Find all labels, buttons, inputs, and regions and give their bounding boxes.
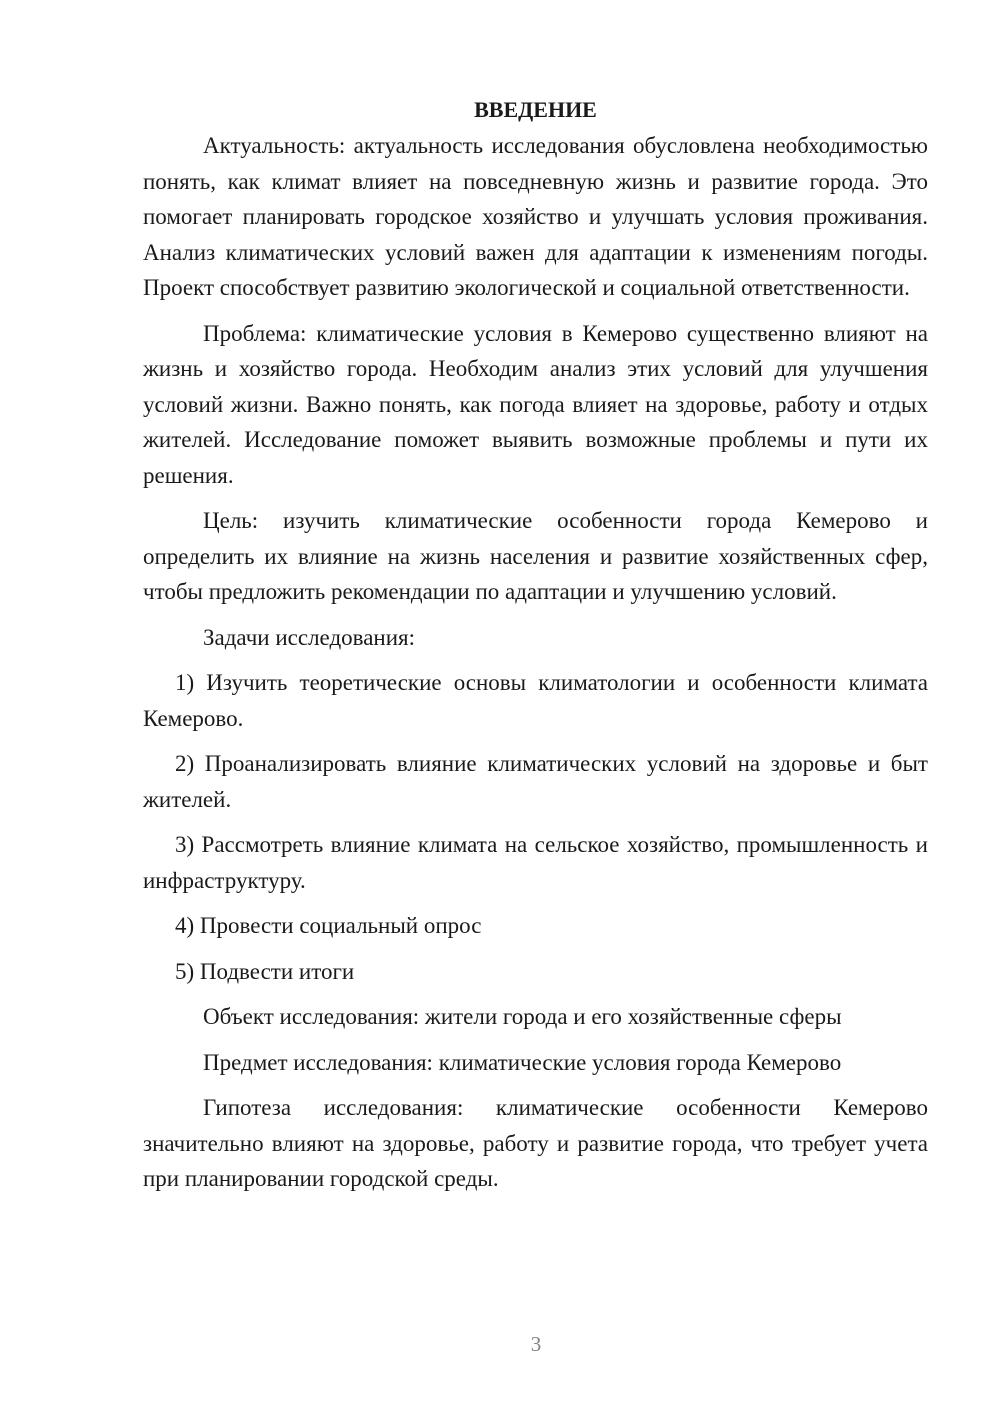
section-title: ВВЕДЕНИЕ — [474, 97, 597, 122]
task-item-3: 3) Рассмотреть влияние климата на сельское хозяйство, промышленность и инфраструктуру. — [143, 832, 928, 893]
task-item-2: 2) Проанализировать влияние климатических условий на здоровье и быт жителей. — [143, 751, 928, 812]
goal-paragraph: Цель: изучить климатические особенности города Кемерово и определить их влияние на жизнь населения и развитие хозяйственных сфер, чтобы предложить рекомендации по адаптации и улучшению условий. — [143, 508, 928, 604]
page-number: 3 — [530, 1332, 542, 1356]
tasks-heading: Задачи исследования: — [203, 624, 416, 650]
task-item-1: 1) Изучить теоретические основы климатологии и особенности климата Кемерово. — [143, 670, 928, 731]
research-object: Объект исследования: жители города и его хозяйственные сферы — [203, 1004, 842, 1029]
problem-paragraph: Проблема: климатические условия в Кемерово существенно влияют на жизнь и хозяйство города. Необходим анализ этих условий для улучшения условий жизни. Важно понять, как погода влияет на здоровье, работу и отдых жителей. Исследование поможет выявить возможные проблемы и пути их решения. — [143, 320, 928, 488]
task-item-4: 4) Провести социальный опрос — [175, 913, 482, 938]
relevance-paragraph: Актуальность: актуальность исследования обусловлена необходимостью понять, как климат влияет на повседневную жизнь и развитие города. Это помогает планировать городское хозяйство и улучшать условия проживания. Анализ климатических условий важен для адаптации к изменениям погоды. Проект способствует развитию экологической и социальной ответственности. — [143, 133, 928, 300]
research-hypothesis: Гипотеза исследования: климатические особенности Кемерово значительно влияют на здоровье, работу и развитие города, что требует учета при планировании городской среды. — [143, 1095, 928, 1191]
page-content — [143, 92, 928, 1207]
research-subject: Предмет исследования: климатические условия города Кемерово — [203, 1049, 842, 1075]
task-item-5: 5) Подвести итоги — [175, 958, 355, 984]
